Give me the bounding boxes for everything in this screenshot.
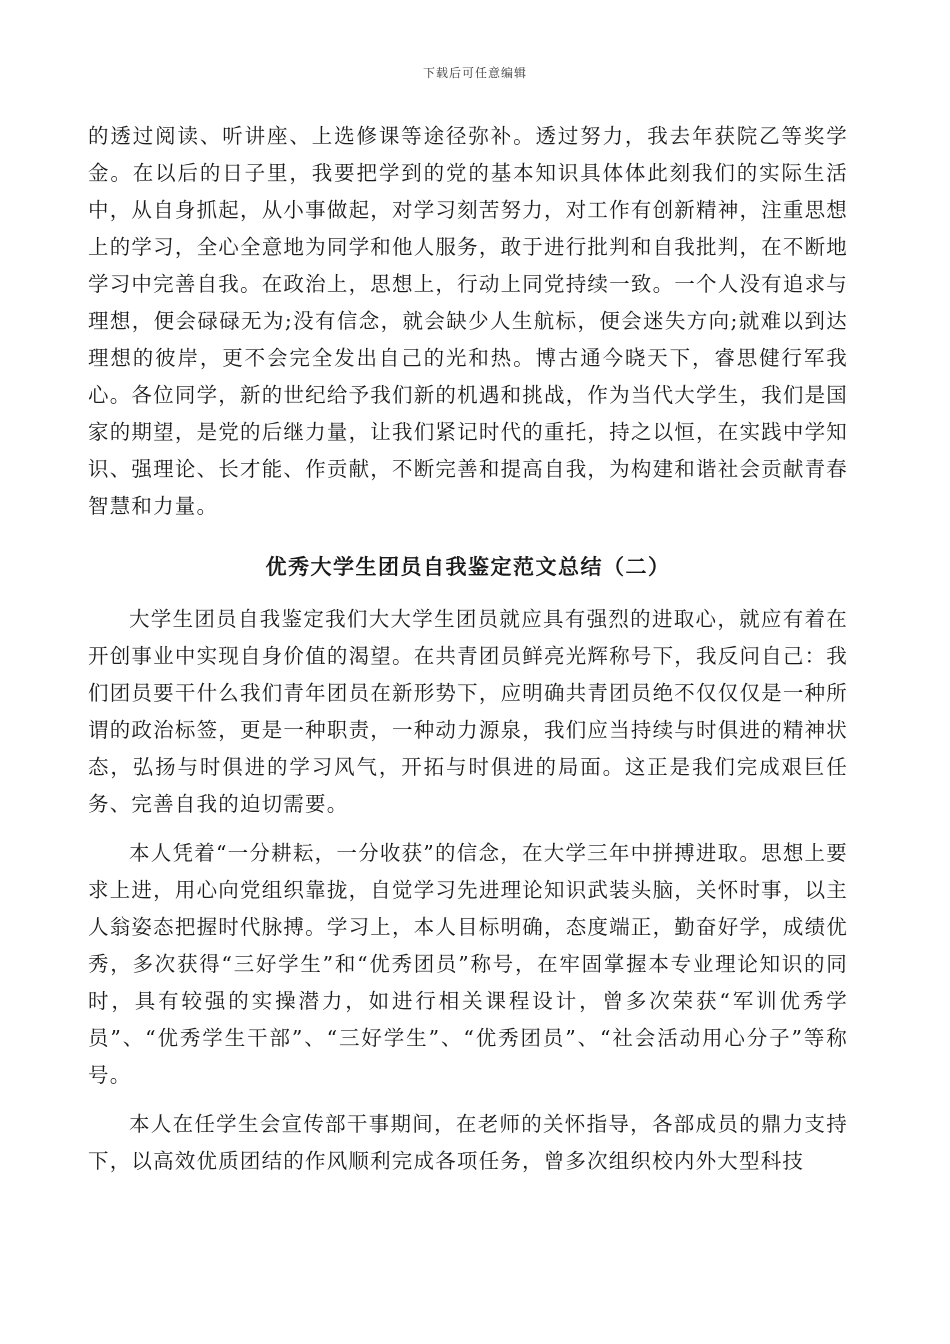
- document-body: [88, 118, 848, 1180]
- section-title: 优秀大学生团员自我鉴定范文总结（二）: [265, 554, 671, 579]
- continuation-paragraph: 的透过阅读、听讲座、上选修课等途径弥补。透过努力，我去年获院乙等奖学金。在以后的日子里，我要把学到的党的基本知识具体体此刻我们的实际生活中，从自身抓起，从小事做起，对学习刻苦努力，对工作有创新精神，注重思想上的学习，全心全意地为同学和他人服务，敢于进行批判和自我批判，在不断地学习中完善自我。在政治上，思想上，行动上同党持续一致。一个人没有追求与理想，便会碌碌无为;没有信念，就会缺少人生航标，便会迷失方向;就难以到达理想的彼岸，更不会完全发出自己的光和热。博古通今晓天下，睿思健行军我心。各位同学，新的世纪给予我们新的机遇和挑战，作为当代大学生，我们是国家的期望，是党的后继力量，让我们紧记时代的重托，持之以恒，在实践中学知识、强理论、长才能、作贡献，不断完善和提高自我，为构建和谐社会贡献青春智慧和力量。: [88, 124, 848, 518]
- page-header-note: 下载后可任意编辑: [422, 66, 527, 80]
- paragraph-gap: [88, 1094, 848, 1106]
- body-paragraph-2: 本人凭着“一分耕耘，一分收获”的信念，在大学三年中拼搏进取。思想上要求上进，用心向党组织靠拢，自觉学习先进理论知识武装头脑，关怀时事，以主人翁姿态把握时代脉搏。学习上，本人目标明确，态度端正，勤奋好学，成绩优秀，多次获得“三好学生”和“优秀团员”称号，在牢固掌握本专业理论知识的同时，具有较强的实操潜力，如进行相关课程设计，曾多次荣获“军训优秀学员”、“优秀学生干部”、“三好学生”、“优秀团员”、“社会活动用心分子”等称号。: [88, 841, 848, 1087]
- body-paragraph-3: 本人在任学生会宣传部干事期间，在老师的关怀指导，各部成员的鼎力支持下，以高效优质团结的作风顺利完成各项任务，曾多次组织校内外大型科技: [88, 1112, 848, 1173]
- paragraph-gap: [88, 823, 848, 835]
- body-paragraph-1: 大学生团员自我鉴定我们大大学生团员就应具有强烈的进取心，就应有着在开创事业中实现自身价值的渴望。在共青团员鲜亮光辉称号下，我反问自己：我们团员要干什么我们青年团员在新形势下，应明确共青团员绝不仅仅仅是一种所谓的政治标签，更是一种职责，一种动力源泉，我们应当持续与时俱进的精神状态，弘扬与时俱进的学习风气，开拓与时俱进的局面。这正是我们完成艰巨任务、完善自我的迫切需要。: [88, 607, 848, 816]
